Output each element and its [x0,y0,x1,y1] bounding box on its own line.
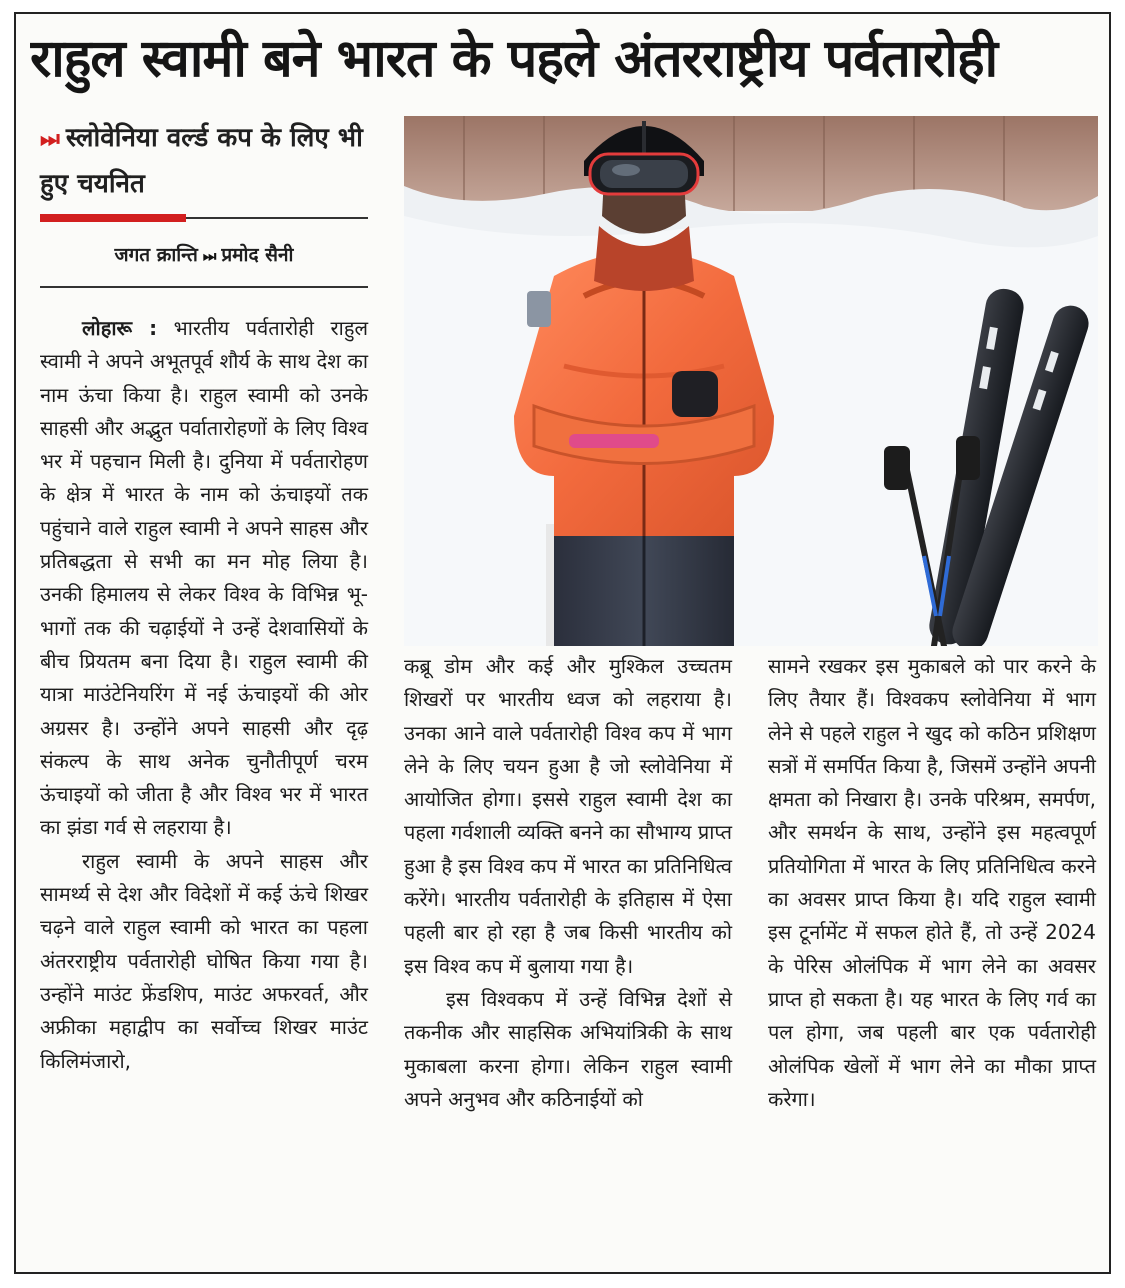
publication-name: जगत क्रान्ति [114,244,198,266]
dateline: लोहारू : [82,316,158,340]
article-column-3 [768,650,1096,1116]
double-arrow-icon: ⏭ [40,127,60,152]
subheadline [40,116,370,206]
article-paragraph: लोहारू : भारतीय पर्वतारोही राहुल स्वामी ने अपने अभूतपूर्व शौर्य के साथ देश का नाम ऊंचा किया है। राहुल स्वामी को उनके साहसी और अद्भुत पर्वातारोहणों के लिए विश्व भर में पहचान मिली है। दुनिया में पर्वतारोहण के क्षेत्र में भारत के नाम को ऊंचाइयों तक पहुंचाने वाले राहुल स्वामी ने अपने साहस और प्रतिबद्धता से सभी का मन मोह लिया है। उनकी हिमालय से लेकर विश्व के विभिन्न भू-भागों तक की चढ़ाईयों ने उन्हें देशवासियों के बीच प्रियतम बना दिया है। राहुल स्वामी की यात्रा माउंटेनियरिंग में नई ऊंचाइयों की ओर अग्रसर है। उन्होंने अपने साहसी और दृढ़ संकल्प के साथ अनेक चुनौतीपूर्ण चरम ऊंचाइयों को जीता है और विश्व भर में भारत का झंडा गर्व से लहराया है। [40,316,369,840]
article-paragraph: राहुल स्वामी के अपने साहस और सामर्थ्य से देश और विदेशों में कई ऊंचे शिखर चढ़ने वाले राहुल स्वामी को भारत का पहला अंतरराष्ट्रीय पर्वतारोही घोषित किया गया है। उन्होंने माउंट फ्रेंडशिप, माउंट अफरवर्त, और अफ्रीका महाद्वीप का सर्वोच्च शिखर माउंट किलिमंजारो, [40,848,368,1073]
divider-rule [40,286,368,288]
divider-rule [186,217,368,219]
subheadline-text: स्लोवेनिया वर्ल्ड कप के लिए भी हुए चयनित [40,123,363,199]
accent-rule [40,214,186,222]
byline [40,240,368,271]
author-name: प्रमोद सैनी [221,244,294,266]
article-paragraph: इस विश्वकप में उन्हें विभिन्न देशों से तकनीक और साहसिक अभियांत्रिकी के साथ मुकाबला करना होगा। लेकिन राहुल स्वामी अपने अनुभव और कठिनाईयों को [404,986,732,1111]
article-paragraph: कब्रू डोम और कई और मुश्किल उच्चतम शिखरों पर भारतीय ध्वज को लहराया है। उनका आने वाले पर्वतारोही विश्व कप में भाग लेने के लिए चयन हुआ है जो स्लोवेनिया में आयोजित होगा। इससे राहुल स्वामी देश का पहला गर्वशाली व्यक्ति बनने का सौभाग्य प्राप्त हुआ है इस विश्व कप में भारत का प्रतिनिधित्व करेंगे। भारतीय पर्वतारोही के इतिहास में ऐसा पहली बार हो रहा है जब किसी भारतीय को इस विश्व कप में बुलाया गया है। [404,654,732,978]
article-column-2 [404,650,732,1116]
article-paragraph: सामने रखकर इस मुकाबले को पार करने के लिए तैयार हैं। विश्वकप स्लोवेनिया में भाग लेने से पहले राहुल ने खुद को कठिन प्रशिक्षण सत्रों में समर्पित किया है, जिसमें उन्होंने अपनी क्षमता को निखारा है। उनके परिश्रम, समर्पण, और समर्थन के साथ, उन्होंने इस महत्वपूर्ण प्रतियोगिता में भारत के लिए प्रतिनिधित्व करने का अवसर प्राप्त किया है। यदि राहुल स्वामी इस टूर्नामेंट में सफल होते हैं, तो उन्हें 2024 के पेरिस ओलंपिक में भाग लेने का अवसर प्राप्त हो सकता है। यह भारत के लिए गर्व का पल होगा, जब पहली बार एक पर्वतारोही ओलंपिक खेलों में भाग लेने का मौका प्राप्त करेगा। [768,654,1096,1111]
article-column-1 [40,312,368,1078]
double-arrow-icon: ⏭ [202,247,217,265]
article-photo [404,116,1098,646]
headline: राहुल स्वामी बने भारत के पहले अंतरराष्ट्रीय पर्वतारोही [30,29,998,89]
